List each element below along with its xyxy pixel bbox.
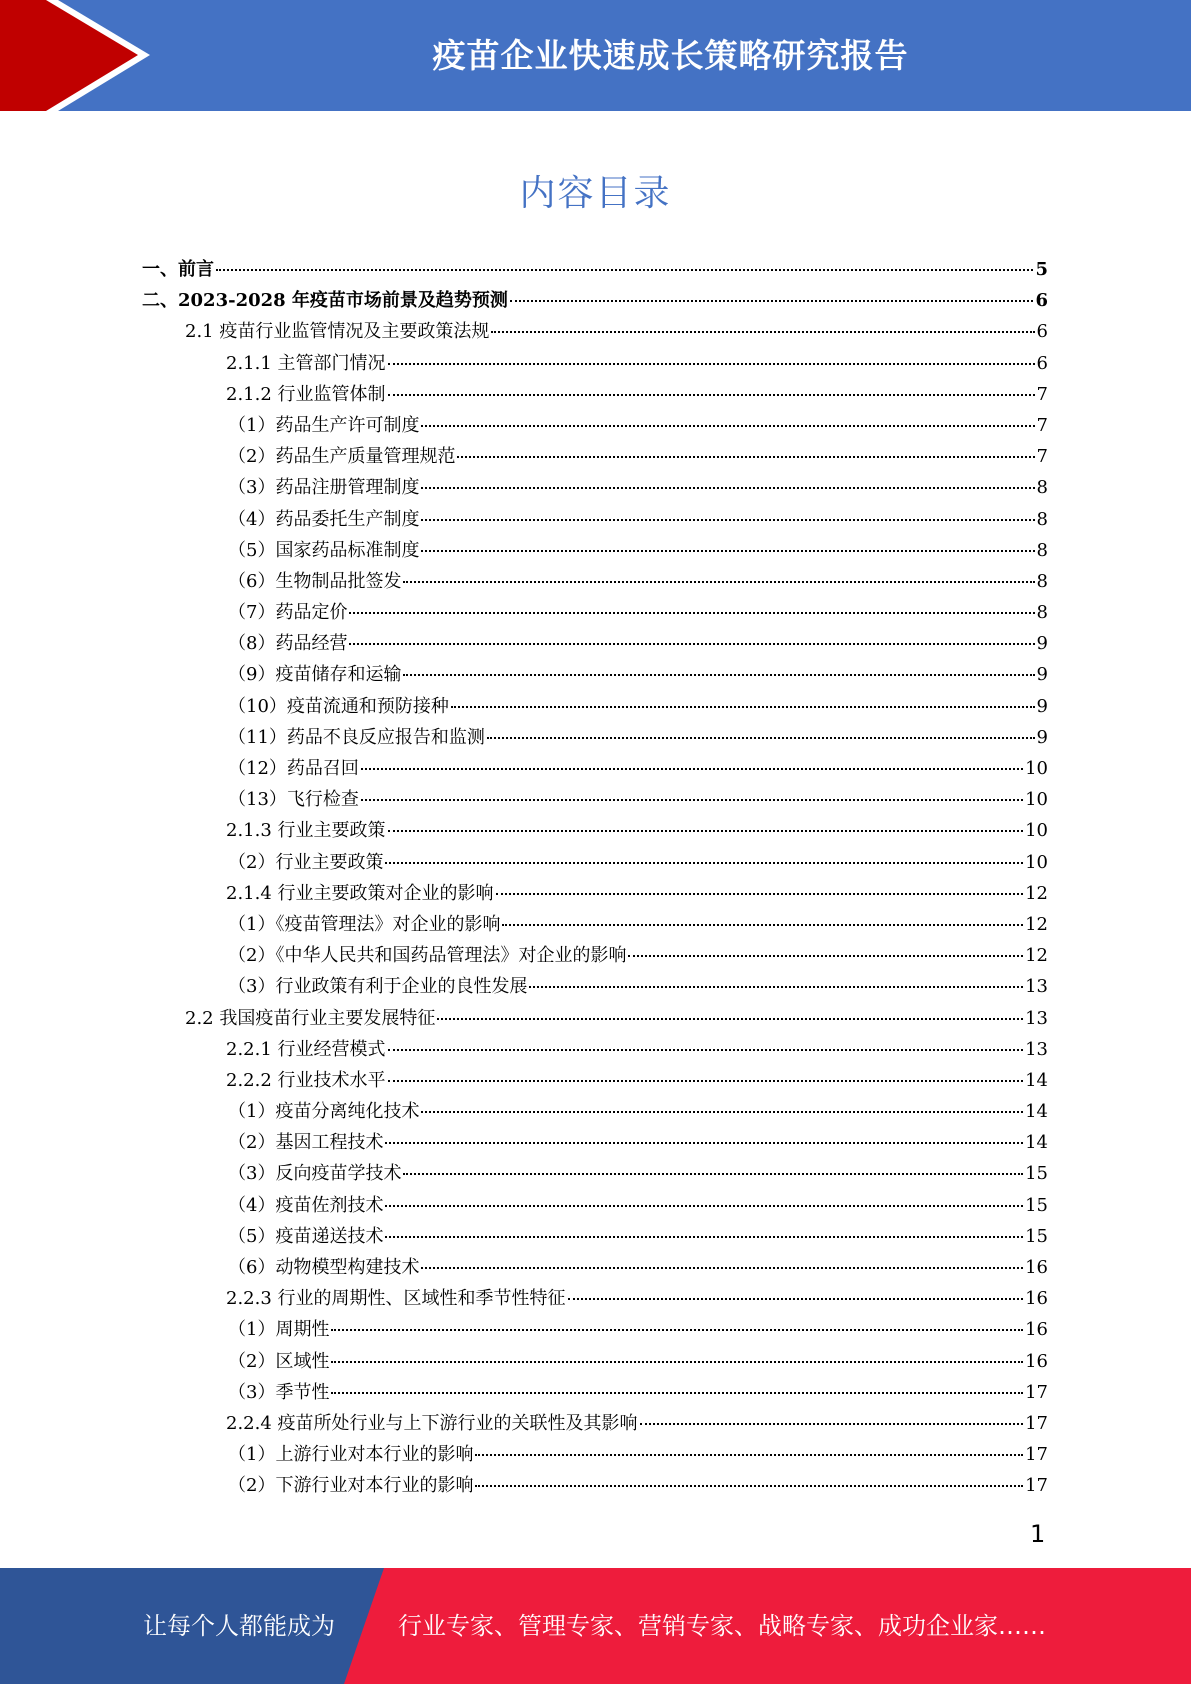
toc-leader-dots — [388, 1080, 1024, 1082]
toc-entry-page: 7 — [1036, 414, 1048, 436]
toc-entry-page: 8 — [1036, 477, 1048, 499]
toc-entry[interactable] — [142, 1283, 1048, 1314]
toc-entry-label: （2）区域性 — [228, 1350, 330, 1372]
toc-entry-label: 2.2.2 行业技术水平 — [226, 1069, 386, 1091]
toc-leader-dots — [421, 519, 1034, 521]
toc-leader-dots — [385, 862, 1023, 864]
toc-entry-page: 12 — [1025, 945, 1048, 967]
toc-entry-label: 二、2023-2028 年疫苗市场前景及趋势预测 — [142, 290, 508, 312]
toc-entry-page: 17 — [1025, 1412, 1048, 1434]
toc-leader-dots — [475, 1485, 1023, 1487]
toc-entry-label: （1）疫苗分离纯化技术 — [228, 1101, 420, 1123]
toc-heading: 内容目录 — [519, 173, 672, 214]
toc-entry[interactable] — [142, 1377, 1048, 1408]
toc-entry-page: 9 — [1036, 695, 1048, 717]
toc-entry-label: （3）反向疫苗学技术 — [228, 1163, 402, 1185]
toc-entry[interactable] — [142, 691, 1048, 722]
toc-leader-dots — [510, 300, 1034, 302]
toc-leader-dots — [388, 830, 1024, 832]
toc-entry[interactable] — [142, 597, 1048, 628]
toc-entry[interactable] — [142, 722, 1048, 753]
toc-entry-label: （6）动物模型构建技术 — [228, 1257, 420, 1278]
footer-slogan-left: 让每个人都能成为 — [143, 1612, 335, 1640]
toc-leader-dots — [451, 706, 1035, 708]
toc-entry-label: （8）药品经营 — [228, 633, 348, 655]
toc-entry[interactable] — [142, 1470, 1048, 1501]
toc-entry[interactable] — [142, 753, 1048, 784]
toc-entry[interactable] — [142, 909, 1048, 940]
toc-entry-label: （1）药品生产许可制度 — [228, 414, 420, 436]
toc-leader-dots — [361, 799, 1023, 801]
toc-entry-page: 15 — [1025, 1194, 1048, 1216]
toc-entry-page: 9 — [1036, 633, 1048, 655]
toc-entry-page: 14 — [1025, 1069, 1048, 1091]
toc-leader-dots — [568, 1298, 1024, 1300]
toc-entry-page: 14 — [1025, 1101, 1048, 1123]
toc-entry[interactable] — [142, 1408, 1048, 1439]
toc-entry-label: （6）生物制品批签发 — [228, 570, 402, 592]
toc-entry-label: （2）《中华人民共和国药品管理法》对企业的影响 — [228, 945, 627, 967]
toc-entry-label: 2.2.3 行业的周期性、区域性和季节性特征 — [226, 1288, 566, 1310]
toc-leader-dots — [403, 581, 1034, 583]
toc-entry-page: 16 — [1025, 1350, 1048, 1372]
toc-entry[interactable] — [142, 1127, 1048, 1158]
toc-entry-label: （2）基因工程技术 — [228, 1132, 384, 1154]
toc-leader-dots — [385, 1205, 1023, 1207]
toc-entry-page: 17 — [1025, 1381, 1048, 1403]
toc-leader-dots — [403, 1173, 1023, 1175]
toc-entry-label: （5）疫苗递送技术 — [228, 1225, 384, 1247]
toc-entry-page: 15 — [1025, 1225, 1048, 1247]
toc-entry-label: 2.2 我国疫苗行业主要发展特征 — [185, 1007, 436, 1029]
toc-entry-page: 16 — [1025, 1319, 1048, 1341]
toc-entry-page: 9 — [1036, 664, 1048, 686]
toc-entry[interactable] — [142, 316, 1048, 347]
toc-leader-dots — [421, 487, 1034, 489]
toc-entry-page: 12 — [1025, 913, 1048, 935]
toc-leader-dots — [388, 394, 1035, 396]
toc-entry-label: （1）周期性 — [228, 1319, 330, 1341]
toc-entry-label: （9）疫苗储存和运输 — [228, 664, 402, 686]
toc-entry-page: 15 — [1025, 1163, 1048, 1185]
toc-entry[interactable] — [142, 815, 1048, 846]
toc-entry[interactable] — [142, 1096, 1048, 1127]
toc-leader-dots — [385, 1142, 1023, 1144]
page-header — [0, 0, 1191, 111]
toc-entry-label: （12）药品召回 — [228, 758, 359, 779]
report-title: 疫苗企业快速成长策略研究报告 — [432, 36, 909, 75]
toc-entry-page: 17 — [1025, 1444, 1048, 1466]
toc-entry-label: （2）下游行业对本行业的影响 — [228, 1475, 474, 1497]
toc-leader-dots — [529, 986, 1023, 988]
toc-leader-dots — [403, 674, 1034, 676]
toc-entry[interactable] — [142, 940, 1048, 971]
toc-entry[interactable] — [142, 472, 1048, 503]
toc-entry[interactable] — [142, 1314, 1048, 1345]
toc-leader-dots — [421, 425, 1034, 427]
toc-entry-label: （1）《疫苗管理法》对企业的影响 — [228, 913, 501, 935]
toc-entry-label: （5）国家药品标准制度 — [228, 539, 420, 561]
toc-entry-label: 2.1.4 行业主要政策对企业的影响 — [226, 882, 494, 904]
toc-entry-page: 13 — [1025, 976, 1048, 998]
toc-leader-dots — [421, 550, 1034, 552]
footer-slogan-right: 行业专家、管理专家、营销专家、战略专家、成功企业家…… — [398, 1612, 1046, 1640]
toc-entry-label: （13）飞行检查 — [228, 789, 359, 811]
toc-entry-label: （1）上游行业对本行业的影响 — [228, 1444, 474, 1466]
toc-entry-label: （7）药品定价 — [228, 602, 348, 624]
toc-entry-page: 10 — [1025, 820, 1048, 842]
toc-entry-page: 14 — [1025, 1132, 1048, 1154]
page-footer — [0, 1568, 1191, 1684]
toc-leader-dots — [487, 737, 1035, 739]
toc-entry[interactable] — [142, 659, 1048, 690]
toc-leader-dots — [502, 924, 1023, 926]
toc-entry[interactable] — [142, 1065, 1048, 1096]
toc-entry[interactable] — [142, 847, 1048, 878]
toc-entry-page: 13 — [1025, 1038, 1048, 1060]
toc-entry[interactable] — [142, 254, 1048, 285]
toc-entry[interactable] — [142, 628, 1048, 659]
toc-entry-page: 8 — [1036, 602, 1048, 624]
toc-entry[interactable] — [142, 1158, 1048, 1189]
toc-entry-label: （11）药品不良反应报告和监测 — [228, 726, 485, 748]
toc-entry-page: 8 — [1036, 570, 1048, 592]
toc-entry-page: 7 — [1036, 383, 1048, 405]
toc-leader-dots — [640, 1423, 1024, 1425]
toc-entry-page: 7 — [1036, 446, 1048, 468]
toc-entry[interactable] — [142, 971, 1048, 1002]
toc-leader-dots — [496, 893, 1024, 895]
toc-entry-page: 12 — [1025, 882, 1048, 904]
toc-entry[interactable] — [142, 1346, 1048, 1377]
toc-entry-page: 16 — [1025, 1257, 1048, 1278]
toc-entry-page: 13 — [1025, 1007, 1048, 1029]
toc-entry-label: （2）药品生产质量管理规范 — [228, 446, 456, 468]
toc-leader-dots — [457, 456, 1034, 458]
toc-entry-label: 一、前言 — [142, 259, 214, 280]
toc-leader-dots — [216, 269, 1033, 271]
toc-entry[interactable] — [142, 441, 1048, 472]
toc-leader-dots — [331, 1361, 1023, 1363]
toc-entry-label: 2.1.3 行业主要政策 — [226, 820, 386, 842]
toc-entry-page: 10 — [1025, 851, 1048, 873]
toc-leader-dots — [388, 1049, 1024, 1051]
toc-entry[interactable] — [142, 535, 1048, 566]
toc-entry[interactable] — [142, 410, 1048, 441]
toc-entry[interactable] — [142, 878, 1048, 909]
toc-entry[interactable] — [142, 1439, 1048, 1470]
toc-entry-label: （10）疫苗流通和预防接种 — [228, 695, 449, 717]
toc-entry-label: 2.2.4 疫苗所处行业与上下游行业的关联性及其影响 — [226, 1412, 638, 1434]
toc-leader-dots — [421, 1267, 1023, 1269]
toc-entry-page: 6 — [1036, 352, 1048, 374]
toc-entry-page: 5 — [1035, 259, 1048, 280]
toc-leader-dots — [628, 955, 1023, 957]
toc-leader-dots — [385, 1236, 1023, 1238]
toc-entry-label: （3）季节性 — [228, 1381, 330, 1403]
toc-entry-page: 6 — [1036, 321, 1048, 343]
toc-entry-label: （3）行业政策有利于企业的良性发展 — [228, 976, 528, 998]
toc-leader-dots — [388, 363, 1035, 365]
table-of-contents — [142, 254, 1048, 1502]
toc-entry-page: 17 — [1025, 1475, 1048, 1497]
toc-entry[interactable] — [142, 1190, 1048, 1221]
toc-leader-dots — [491, 331, 1034, 333]
toc-entry-page: 10 — [1025, 789, 1048, 811]
toc-leader-dots — [421, 1111, 1023, 1113]
toc-entry[interactable] — [142, 1252, 1048, 1283]
toc-entry[interactable] — [142, 379, 1048, 410]
toc-entry-page: 6 — [1035, 290, 1048, 312]
toc-entry[interactable] — [142, 566, 1048, 597]
toc-leader-dots — [437, 1018, 1023, 1020]
toc-entry-label: 2.1 疫苗行业监管情况及主要政策法规 — [185, 321, 490, 343]
toc-leader-dots — [349, 643, 1034, 645]
toc-leader-dots — [331, 1329, 1023, 1331]
toc-entry[interactable] — [142, 1003, 1048, 1034]
toc-entry-label: 2.2.1 行业经营模式 — [226, 1038, 386, 1060]
toc-entry[interactable] — [142, 348, 1048, 379]
toc-entry-page: 16 — [1025, 1288, 1048, 1310]
toc-leader-dots — [475, 1454, 1023, 1456]
toc-entry-label: （2）行业主要政策 — [228, 851, 384, 873]
toc-leader-dots — [331, 1392, 1023, 1394]
toc-entry[interactable] — [142, 1221, 1048, 1252]
toc-entry-page: 8 — [1036, 508, 1048, 530]
toc-leader-dots — [361, 768, 1023, 770]
toc-entry-page: 10 — [1025, 758, 1048, 779]
page-number: 1 — [1030, 1520, 1046, 1548]
toc-entry-label: （3）药品注册管理制度 — [228, 477, 420, 499]
toc-entry[interactable] — [142, 1034, 1048, 1065]
toc-entry[interactable] — [142, 504, 1048, 535]
toc-entry-label: 2.1.1 主管部门情况 — [226, 352, 386, 374]
toc-entry-label: 2.1.2 行业监管体制 — [226, 383, 386, 405]
toc-entry-label: （4）药品委托生产制度 — [228, 508, 420, 530]
toc-entry[interactable] — [142, 285, 1048, 316]
toc-entry[interactable] — [142, 784, 1048, 815]
toc-entry-label: （4）疫苗佐剂技术 — [228, 1194, 384, 1216]
toc-entry-page: 8 — [1036, 539, 1048, 561]
toc-leader-dots — [349, 612, 1034, 614]
toc-entry-page: 9 — [1036, 726, 1048, 748]
